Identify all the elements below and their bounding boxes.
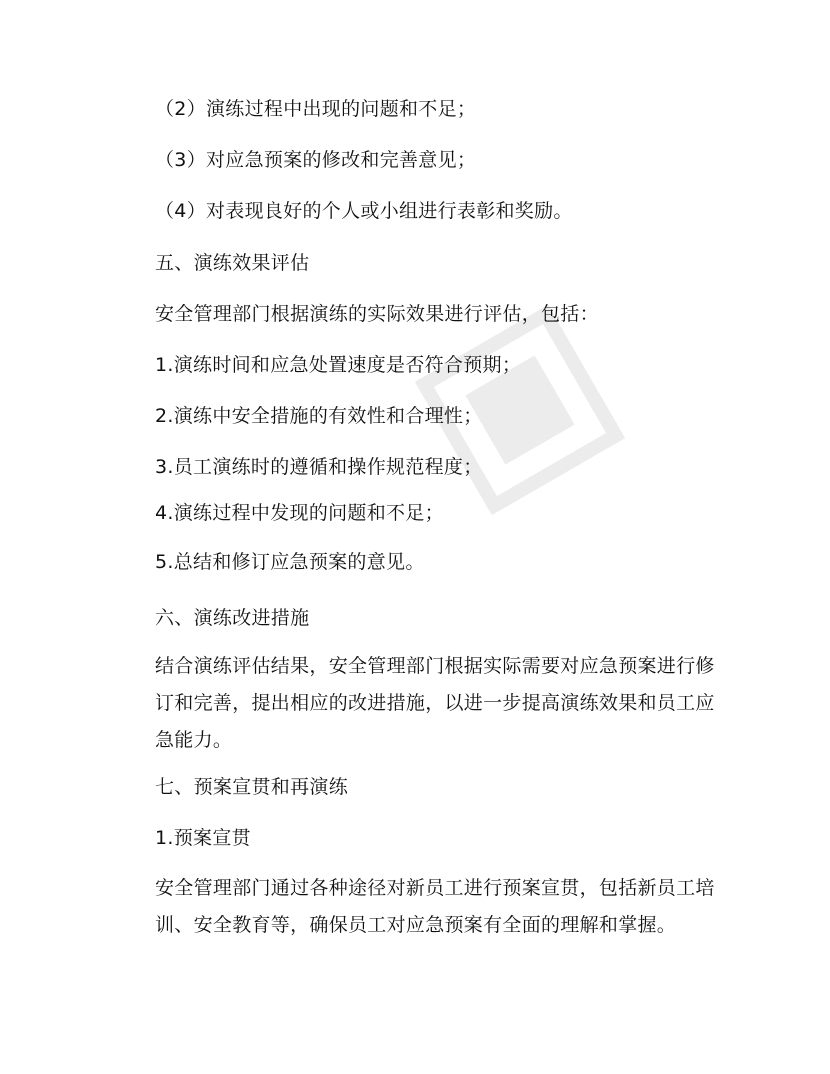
- evaluation-intro: 安全管理部门根据演练的实际效果进行评估，包括：: [155, 303, 599, 325]
- section-heading-five: 五、演练效果评估: [155, 252, 310, 274]
- evaluation-item-4: 4.演练过程中发现的问题和不足；: [155, 502, 444, 524]
- evaluation-item-2: 2.演练中安全措施的有效性和合理性；: [155, 405, 483, 427]
- section-heading-seven: 七、预案宣贯和再演练: [155, 776, 349, 798]
- publicize-paragraph: 安全管理部门通过各种途径对新员工进行预案宣贯，包括新员工培训、安全教育等，确保员工对应急预案有全面的理解和掌握。: [155, 877, 715, 936]
- evaluation-item-1: 1.演练时间和应急处置速度是否符合预期；: [155, 354, 522, 376]
- sub-heading-publicize: 1.预案宣贯: [155, 827, 251, 849]
- evaluation-item-5: 5.总结和修订应急预案的意见。: [155, 551, 425, 573]
- list-item-2: （2）演练过程中出现的问题和不足；: [155, 98, 477, 120]
- list-item-4: （4）对表现良好的个人或小组进行表彰和奖励。: [155, 200, 573, 222]
- evaluation-item-3: 3.员工演练时的遵循和操作规范程度；: [155, 456, 483, 478]
- improvement-paragraph: 结合演练评估结果，安全管理部门根据实际需要对应急预案进行修订和完善，提出相应的改进措施，以进一步提高演练效果和员工应急能力。: [155, 655, 715, 751]
- list-item-3: （3）对应急预案的修改和完善意见；: [155, 149, 477, 171]
- section-heading-six: 六、演练改进措施: [155, 607, 310, 629]
